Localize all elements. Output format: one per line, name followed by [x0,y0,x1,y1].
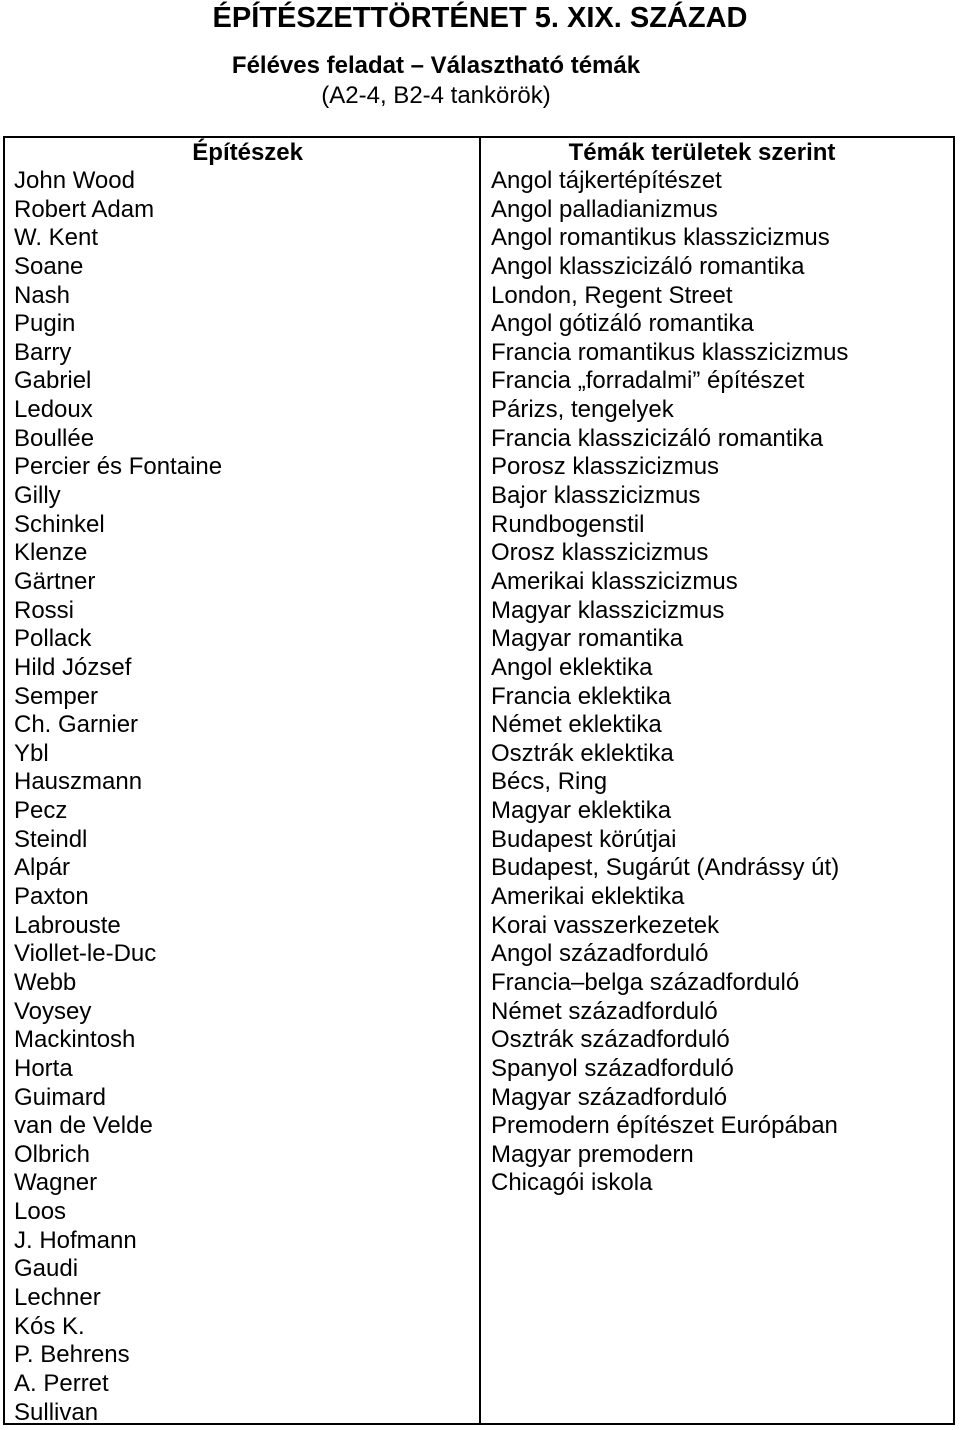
topic-item: Francia „forradalmi” építészet [491,367,805,395]
topic-item: Angol klasszicizáló romantika [491,252,805,280]
architect-item: Guimard [14,1083,107,1111]
architect-item: Semper [14,682,99,710]
architect-item: Robert Adam [14,195,155,223]
architect-item: Alpár [14,854,71,882]
architect-item: Loos [14,1198,67,1226]
architect-item: Gärtner [14,567,96,595]
topic-item: Osztrák századforduló [491,1026,730,1054]
architect-item: John Wood [14,167,135,194]
architect-item: A. Perret [14,1369,109,1397]
architect-item: Gabriel [14,367,92,395]
topic-item: Rundbogenstil [491,510,645,538]
architect-item: Viollet-le-Duc [14,940,157,968]
architect-item: Mackintosh [14,1026,136,1054]
architect-item: P. Behrens [14,1341,130,1369]
topic-item: London, Regent Street [491,281,733,309]
topic-item: Magyar premodern [491,1140,694,1168]
topics-list [481,167,953,1198]
architect-item: Klenze [14,539,88,567]
topic-item: Chicagói iskola [491,1169,653,1197]
architect-item: Barry [14,338,72,366]
topic-item: Magyar eklektika [491,797,672,825]
architect-item: Soane [14,252,84,280]
topic-item: Francia klasszicizáló romantika [491,424,824,452]
topic-item: Amerikai eklektika [491,883,685,911]
architects-column [5,138,479,1426]
topics-table [3,136,955,1425]
architect-item: Lechner [14,1283,101,1311]
topic-item: Porosz klasszicizmus [491,453,720,481]
architect-item: Pecz [14,797,68,825]
topic-item: Angol gótizáló romantika [491,310,754,338]
topic-item: Amerikai klasszicizmus [491,567,738,595]
topic-item: Párizs, tengelyek [491,396,674,424]
architect-item: Hild József [14,653,132,681]
topic-item: Angol tájkertépítészet [491,167,722,194]
architect-item: Schinkel [14,510,105,538]
topic-item: Angol palladianizmus [491,195,718,223]
architect-item: Gilly [14,482,61,510]
architect-item: Pollack [14,625,92,653]
architect-item: Wagner [14,1169,98,1197]
topic-item: Angol romantikus klasszicizmus [491,224,830,252]
topic-item: Francia–belga századforduló [491,968,800,996]
architect-item: Steindl [14,825,88,853]
document-title: ÉPÍTÉSZETTÖRTÉNET 5. XIX. SZÁZAD [212,2,748,34]
architect-item: W. Kent [14,224,99,252]
topic-item: Francia romantikus klasszicizmus [491,338,849,366]
topic-item: Angol századforduló [491,940,709,968]
topic-item: Német századforduló [491,997,718,1025]
topic-item: Osztrák eklektika [491,739,674,767]
topic-item: Angol eklektika [491,653,653,681]
topics-column [481,138,953,1423]
architect-item: van de Velde [14,1112,153,1140]
architect-item: Percier és Fontaine [14,453,223,481]
topic-item: Korai vasszerkezetek [491,911,720,939]
architect-item: Voysey [14,997,92,1025]
topic-item: Magyar századforduló [491,1083,728,1111]
topics-header: Témák területek szerint [568,139,836,166]
topic-item: Budapest, Sugárút (Andrássy út) [491,854,840,882]
topic-item: Magyar klasszicizmus [491,596,725,624]
architect-item: Boullée [14,424,95,452]
architect-item: Pugin [14,310,76,338]
architect-item: Ledoux [14,396,93,424]
architect-item: Olbrich [14,1140,91,1168]
architect-item: Gaudi [14,1255,79,1283]
architects-header: Építészek [192,139,303,166]
architect-item: Paxton [14,883,89,911]
architect-item: Labrouste [14,911,121,939]
topic-item: Német eklektika [491,711,662,739]
architect-item: Kós K. [14,1312,85,1340]
architects-list [5,167,479,1427]
architect-item: J. Hofmann [14,1226,137,1254]
architect-item: Ybl [14,739,49,767]
topic-item: Orosz klasszicizmus [491,539,709,567]
topic-item: Premodern építészet Európában [491,1112,838,1140]
architect-item: Sullivan [14,1398,99,1426]
course-groups: (A2-4, B2-4 tankörök) [321,82,551,109]
topic-item: Bajor klasszicizmus [491,482,701,510]
document-subtitle: Féléves feladat – Választható témák [231,52,641,79]
topic-item: Bécs, Ring [491,768,608,796]
topic-item: Budapest körútjai [491,825,677,853]
architect-item: Nash [14,281,71,309]
topic-item: Magyar romantika [491,625,684,653]
architect-item: Horta [14,1054,73,1082]
architect-item: Webb [14,968,77,996]
architect-item: Hauszmann [14,768,143,796]
topic-item: Spanyol századforduló [491,1054,734,1082]
architect-item: Ch. Garnier [14,711,139,739]
topic-item: Francia eklektika [491,682,672,710]
architect-item: Rossi [14,596,75,624]
